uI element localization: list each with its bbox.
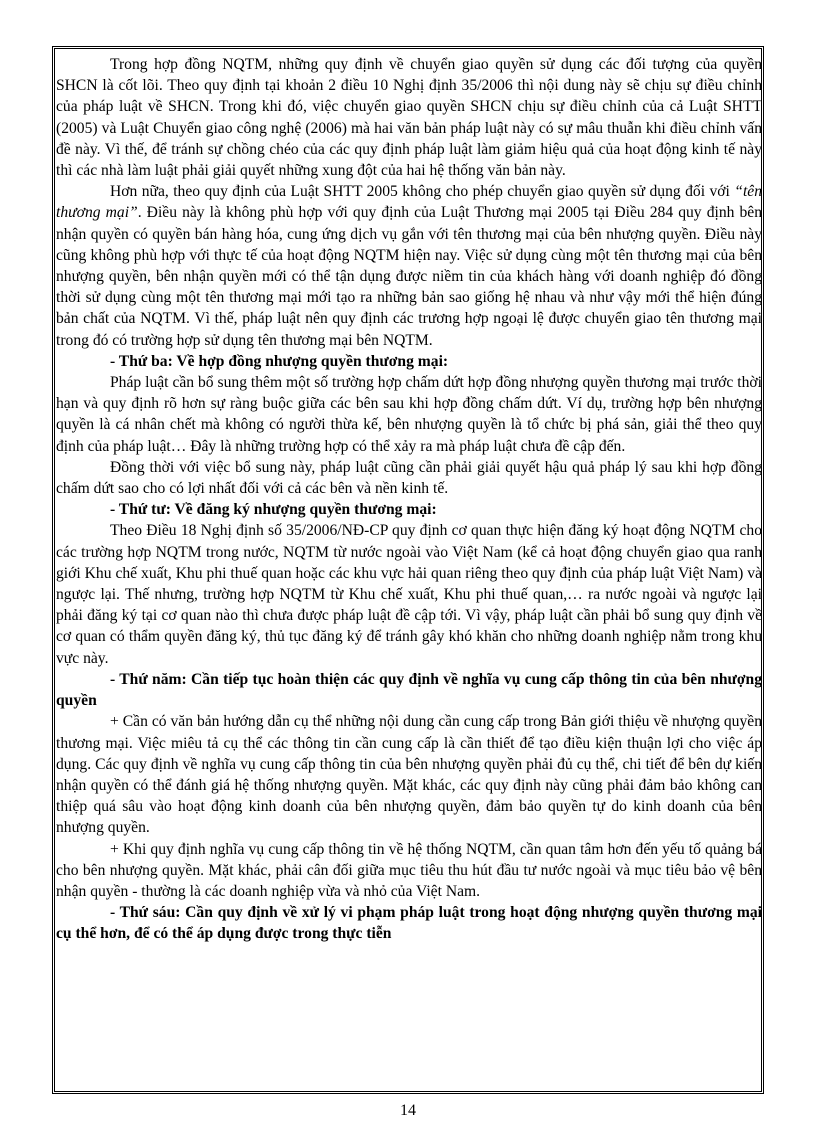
paragraph-trade-name bbox=[56, 181, 762, 351]
paragraph-disclosure-balance: + Khi quy định nghĩa vụ cung cấp thông tin về hệ thống NQTM, cần quan tâm hơn đến yếu tố quảng bá cho bên nhượng quyền. Mặt khác, phải cân đối giữa mục tiêu thu hút đầu tư nước ngoài và mục tiêu bảo vệ bên nhận quyền - thường là các doanh nghiệp vừa và nhỏ của Việt Nam. bbox=[56, 840, 762, 900]
paragraph-trade-name-part2: . Điều này là không phù hợp với quy định của Luật Thương mại 2005 tại Điều 284 quy định bên nhận quyền có quyền bán hàng hóa, cung ứng dịch vụ gắn với tên thương mại của bên nhượng quyền. Điều này cũng không phù hợp với thực tế của hoạt động NQTM hiện nay. Việc sử dụng cùng một tên thương mại của bên nhượng quyền, bên nhận quyền mới có thể tận dụng được niềm tin của khách hàng với doanh nghiệp đó đồng thời sử dụng cùng một tên thương mại mới tạo ra những bản sao giống hệ nhau và như vậy mới thể hiện đúng bản chất của NQTM. Vì thế, pháp luật nên quy định các trương hợp ngoại lệ được chuyển giao tên thương mại trong đó có trường hợp sử dụng tên thương mại bên NQTM. bbox=[56, 204, 763, 349]
heading-fifth: - Thứ năm: Cần tiếp tục hoàn thiện các quy định về nghĩa vụ cung cấp thông tin của bên nhượng quyền bbox=[56, 670, 762, 710]
document-body bbox=[56, 54, 762, 945]
paragraph-registration: Theo Điều 18 Nghị định số 35/2006/NĐ-CP quy định cơ quan thực hiện đăng ký hoạt động NQTM cho các trường hợp NQTM trong nước, NQTM từ nước ngoài vào Việt Nam (kể cả hoạt động chuyển giao qua ranh giới Khu chế xuất, Khu phi thuế quan hoặc các khu vực hải quan riêng theo quy định của pháp luật Việt Nam) và ngược lại. Thế nhưng, trường hợp NQTM từ Khu chế xuất, Khu phi thuế quan,… ra nước ngoài và ngược lại phải đăng ký tại cơ quan nào thì chưa được pháp luật đề cập tới. Vì vậy, pháp luật cần phải bổ sung quy định về cơ quan có thẩm quyền đăng ký, thủ tục đăng ký để tránh gây khó khăn cho những doanh nghiệp nằm trong khu vực này. bbox=[56, 522, 762, 667]
paragraph-nqtm-core: Trong hợp đồng NQTM, những quy định về chuyển giao quyền sử dụng các đối tượng của quyền SHCN là cốt lõi. Theo quy định tại khoản 2 điều 10 Nghị định 35/2006 thì nội dung này sẽ chịu sự điều chỉnh của pháp luật về SHCN. Trong khi đó, việc chuyển giao quyền SHCN chịu sự điều chỉnh của cả Luật SHTT (2005) và Luật Chuyển giao công nghệ (2006) mà hai văn bản pháp luật này có sự mâu thuẫn khi điều chỉnh vấn đề này. Vì thế, để tránh sự chồng chéo của các quy định pháp luật làm giảm hiệu quả của hoạt động kinh tế này thì các nhà làm luật phải giải quyết những xung đột của hai hệ thống văn bản này. bbox=[56, 56, 762, 180]
page-number: 14 bbox=[400, 1102, 416, 1119]
trade-name-italic: “tên thương mại” bbox=[56, 183, 762, 222]
paragraph-legal-consequences: Đồng thời với việc bổ sung này, pháp luật cũng cần phải giải quyết hậu quả pháp lý sau khi hợp đồng chấm dứt sao cho có lợi nhất đối với cả các bên và nền kinh tế. bbox=[56, 458, 762, 498]
paragraph-trade-name-part1: Hơn nữa, theo quy định của Luật SHTT 2005 không cho phép chuyển giao quyền sử dụng đối với bbox=[110, 183, 735, 201]
heading-sixth: - Thứ sáu: Cần quy định về xử lý vi phạm pháp luật trong hoạt động nhượng quyền thương mại cụ thể hơn, để có thể áp dụng được trong thực tiễn bbox=[56, 904, 762, 943]
paragraph-disclosure-guidance: + Cần có văn bản hướng dẫn cụ thể những nội dung cần cung cấp trong Bản giới thiệu về nhượng quyền thương mại. Việc miêu tả cụ thể các thông tin cần cung cấp là cần thiết để tạo điều kiện thuận lợi cho việc áp dụng. Các quy định về nghĩa vụ cung cấp thông tin của bên nhượng quyền phải đủ cụ thể, chi tiết để bên dự kiến nhận quyền có thể đánh giá hệ thống nhượng quyền. Mặt khác, các quy định này cũng phải đảm bảo không can thiệp quá sâu vào hoạt động kinh doanh của bên nhượng quyền, đảm bảo quyền tự do kinh doanh của bên nhượng quyền. bbox=[56, 713, 762, 837]
heading-fourth: - Thứ tư: Về đăng ký nhượng quyền thương mại: bbox=[110, 501, 437, 519]
paragraph-contract-termination: Pháp luật cần bổ sung thêm một số trường hợp chấm dứt hợp đồng nhượng quyền thương mại trước thời hạn và quy định rõ hơn sự ràng buộc giữa các bên sau khi hợp đồng chấm dứt. Ví dụ, trường hợp bên nhượng quyền là cá nhân chết mà không có người thừa kế, bên nhượng quyền là tổ chức bị phá sản, giải thể theo quy định của pháp luật… Đây là những trường hợp có thể xảy ra mà pháp luật chưa đề cập đến. bbox=[56, 374, 762, 455]
heading-third: - Thứ ba: Về hợp đồng nhượng quyền thương mại: bbox=[110, 352, 449, 370]
